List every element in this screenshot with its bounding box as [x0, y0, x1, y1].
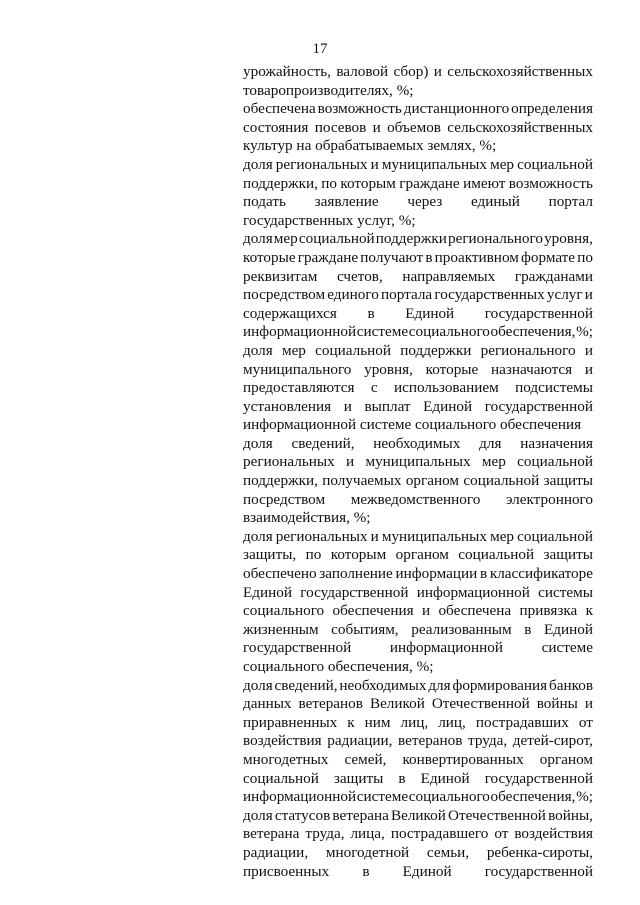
word: доля — [243, 155, 273, 173]
word: к — [347, 713, 355, 731]
text-line — [243, 249, 593, 268]
word: обеспечения — [332, 602, 414, 620]
text-line — [243, 323, 593, 342]
word: мер — [490, 155, 515, 173]
word: государственной — [484, 862, 593, 880]
word: портала — [381, 286, 433, 304]
word: назначения — [520, 434, 593, 452]
word: межведомственного — [350, 490, 481, 508]
word: предоставляются — [243, 379, 355, 397]
word: необходимых — [373, 434, 461, 452]
word: единого — [327, 286, 379, 304]
text-line — [243, 602, 593, 621]
word: уровня, — [544, 230, 593, 248]
word: получаемых — [322, 472, 402, 490]
word: по — [305, 546, 322, 564]
word: гражданами — [514, 267, 593, 285]
word: защиты — [543, 546, 593, 564]
word: обеспечено — [243, 565, 317, 583]
word: возможность — [317, 100, 402, 118]
word: от — [494, 825, 509, 843]
word: региональных — [275, 155, 368, 173]
word: сбор) — [393, 63, 429, 80]
word: необходимых — [339, 676, 427, 694]
word: в — [425, 248, 433, 266]
word: муниципальных — [365, 453, 471, 471]
word: доля — [243, 230, 273, 248]
word: и — [343, 397, 352, 415]
text-line: социального обеспечения, %; — [243, 658, 434, 675]
text-line — [243, 565, 593, 584]
text-line — [243, 63, 593, 82]
word: радиации, — [327, 732, 393, 750]
word: радиации, — [243, 843, 309, 861]
word: лиц, — [400, 713, 429, 731]
word: назначаются — [490, 360, 573, 378]
text-line — [243, 342, 593, 361]
word: труда, — [468, 732, 508, 750]
text-line — [243, 156, 593, 175]
text-line — [243, 100, 593, 119]
text-line — [243, 175, 593, 194]
word: подать — [243, 193, 286, 211]
word: семей, — [344, 750, 387, 768]
word: государственной — [484, 769, 593, 787]
word: воздействия — [514, 825, 593, 843]
word: ветеранов — [398, 732, 463, 750]
word: мер — [273, 230, 298, 248]
text-line: взаимодействия, %; — [243, 509, 371, 527]
word: поддержки, — [243, 174, 318, 192]
word: войны — [536, 695, 578, 713]
text-line — [243, 770, 593, 789]
word: информации — [395, 565, 478, 583]
word: системе — [541, 639, 593, 657]
text-line — [243, 584, 593, 603]
word: лиц, — [438, 713, 466, 731]
word: и — [584, 360, 593, 378]
word: поддержки — [400, 341, 472, 359]
word: ветерана — [332, 806, 389, 824]
word: заявление — [314, 193, 379, 211]
word: органом — [405, 472, 460, 490]
word: информационной — [243, 323, 357, 341]
text-line — [243, 398, 593, 417]
text-line: культур на обрабатываемых землях, %; — [243, 137, 497, 155]
word: поддержки, — [243, 472, 318, 490]
word: в — [367, 304, 375, 322]
word: привязка — [519, 602, 578, 620]
word: доля — [243, 676, 273, 694]
word: электронного — [505, 490, 593, 508]
word: портал — [548, 193, 593, 211]
word: лица, — [350, 825, 385, 843]
text-line — [243, 844, 593, 863]
word: социальной — [463, 472, 540, 490]
word: посевов — [314, 118, 367, 136]
word: в — [479, 565, 488, 583]
word: возможность — [508, 174, 593, 192]
word: услуг — [546, 286, 583, 304]
word: и — [370, 155, 379, 173]
word: социального — [243, 602, 325, 620]
word: конвертированных — [402, 750, 524, 768]
word: защиты — [543, 472, 593, 490]
word: статусов — [274, 806, 331, 824]
word: Великой — [390, 806, 446, 824]
word: граждане — [399, 174, 460, 192]
word: многодетной — [325, 843, 410, 861]
word: обеспечена — [243, 100, 316, 118]
word: муниципального — [243, 360, 352, 378]
word: пострадавшего — [390, 825, 489, 843]
word: войны, — [548, 806, 593, 824]
word: органом — [395, 546, 449, 564]
text-line: товаропроизводителях, %; — [243, 81, 414, 99]
word: посредством — [243, 490, 326, 508]
word: Единой — [402, 862, 452, 880]
word: социальной — [458, 546, 535, 564]
text-line — [243, 695, 593, 714]
word: органом — [539, 750, 593, 768]
word: обеспечения, — [490, 323, 576, 341]
word: социальной — [298, 230, 375, 248]
word: банков — [549, 676, 593, 694]
word: и — [372, 118, 381, 136]
word: мер — [281, 341, 306, 359]
text-line — [243, 825, 593, 844]
text-line — [243, 286, 593, 305]
word: сведений, — [274, 676, 338, 694]
word: граждане — [297, 248, 359, 266]
word: по — [321, 174, 338, 192]
word: подсистемы — [515, 379, 593, 397]
word: событиям, — [331, 620, 399, 638]
word: детей-сирот, — [512, 732, 593, 750]
word: социальной — [517, 527, 593, 545]
word: использованием — [394, 379, 499, 397]
word: для — [428, 676, 451, 694]
word: системы — [538, 583, 593, 601]
word: сведений, — [291, 434, 355, 452]
word: доля — [243, 434, 273, 452]
word: реквизитам — [243, 267, 318, 285]
text-line — [243, 528, 593, 547]
word: Отечественной — [431, 695, 530, 713]
word: Единой — [423, 397, 473, 415]
word: и — [584, 695, 593, 713]
word: Единой — [544, 620, 593, 638]
word: для — [479, 434, 502, 452]
word: информационной — [389, 639, 504, 657]
text-line — [243, 268, 593, 287]
word: данных — [243, 695, 292, 713]
word: государственной — [484, 397, 593, 415]
word: приравненных — [243, 713, 338, 731]
word: в — [398, 769, 406, 787]
word: %; — [576, 788, 593, 806]
word: информационной — [243, 788, 357, 806]
word: ветеранов — [298, 695, 363, 713]
text-line — [243, 621, 593, 640]
word: региональных — [243, 453, 335, 471]
word: регионального — [447, 230, 543, 248]
text-line — [243, 788, 593, 807]
word: которым — [340, 174, 396, 192]
word: регионального — [480, 341, 576, 359]
word: региональных — [275, 527, 368, 545]
word: защиты, — [243, 546, 297, 564]
word: мер — [481, 453, 506, 471]
word: через — [407, 193, 443, 211]
word: которые — [425, 360, 479, 378]
text-line: государственных услуг, %; — [243, 211, 416, 229]
text-line — [243, 305, 593, 324]
text-line — [243, 119, 593, 138]
text-line — [243, 863, 593, 882]
word: Единой — [420, 769, 470, 787]
page-number: 17 — [312, 41, 328, 57]
word: имеют — [463, 174, 506, 192]
word: социальной — [315, 341, 391, 359]
word: %; — [576, 323, 593, 341]
word: пострадавших — [475, 713, 569, 731]
word: социальной — [517, 453, 593, 471]
word: присвоенных — [243, 862, 330, 880]
word: и — [370, 527, 379, 545]
word: формирования — [452, 676, 548, 694]
text-line — [243, 807, 593, 826]
word: и — [433, 63, 442, 80]
word: муниципальных — [381, 527, 487, 545]
word: поддержки — [375, 230, 447, 248]
word: государственной — [243, 639, 352, 657]
word: жизненным — [243, 620, 319, 638]
word: социальной — [243, 769, 319, 787]
word: системе — [356, 323, 409, 341]
word: в — [362, 862, 370, 880]
word: валовой — [336, 63, 389, 80]
text-line — [243, 714, 593, 733]
word: воздействия — [243, 732, 322, 750]
word: урожайность, — [243, 63, 331, 80]
word: объемов — [387, 118, 441, 136]
word: выплат — [364, 397, 411, 415]
word: муниципальных — [381, 155, 487, 173]
word: ветерана — [243, 825, 300, 843]
word: уровня, — [364, 360, 413, 378]
word: доля — [243, 527, 273, 545]
word: получают — [360, 248, 424, 266]
document-body — [243, 63, 593, 881]
text-line — [243, 751, 593, 770]
word: проактивном — [434, 248, 519, 266]
word: доля — [243, 341, 273, 359]
text-line — [243, 230, 593, 249]
word: сельскохозяйственных — [447, 63, 593, 80]
word: реализованным — [411, 620, 512, 638]
word: заполнение — [319, 565, 393, 583]
word: ребенка-сироты, — [486, 843, 593, 861]
text-line — [243, 379, 593, 398]
word: обеспечена — [438, 602, 512, 620]
word: государственных — [434, 286, 545, 304]
text-line — [243, 361, 593, 380]
word: с — [370, 379, 378, 397]
word: состояния — [243, 118, 309, 136]
text-line — [243, 435, 593, 454]
word: и — [421, 602, 431, 620]
word: по — [577, 248, 593, 266]
word: формате — [521, 248, 576, 266]
word: единый — [471, 193, 520, 211]
word: Единой — [405, 304, 455, 322]
text-line — [243, 453, 593, 472]
word: которые — [243, 248, 296, 266]
word: системе — [356, 788, 409, 806]
word: семьи, — [426, 843, 470, 861]
word: сельскохозяйственных — [447, 118, 593, 136]
word: обеспечения, — [490, 788, 576, 806]
text-line — [243, 677, 593, 696]
word: социального — [408, 323, 490, 341]
word: содержащихся — [243, 304, 337, 322]
text-line: информационной системе социального обеспечения — [243, 416, 582, 434]
word: в — [524, 620, 532, 638]
word: и — [584, 341, 593, 359]
word: определения — [511, 100, 593, 118]
word: государственной — [300, 583, 409, 601]
word: информационной — [416, 583, 530, 601]
word: к — [585, 602, 593, 620]
word: Великой — [369, 695, 425, 713]
word: государственной — [484, 304, 593, 322]
word: доля — [243, 806, 273, 824]
word: посредством — [243, 286, 326, 304]
text-line — [243, 491, 593, 510]
text-line — [243, 639, 593, 658]
word: труда, — [305, 825, 345, 843]
text-line — [243, 732, 593, 751]
word: ним — [364, 713, 391, 731]
word: защиты — [333, 769, 384, 787]
word: Единой — [243, 583, 292, 601]
word: мер — [490, 527, 515, 545]
word: Отечественной — [448, 806, 546, 824]
word: направляемых — [402, 267, 496, 285]
word: которым — [330, 546, 387, 564]
text-line — [243, 193, 593, 212]
word: установления — [243, 397, 332, 415]
word: и — [346, 453, 355, 471]
word: от — [578, 713, 593, 731]
word: социальной — [517, 155, 593, 173]
text-line — [243, 546, 593, 565]
text-line — [243, 472, 593, 491]
word: дистанционного — [403, 100, 510, 118]
word: счетов, — [336, 267, 383, 285]
word: социального — [408, 788, 490, 806]
word: классификаторе — [489, 565, 593, 583]
word: и — [584, 286, 593, 304]
word: многодетных — [243, 750, 329, 768]
